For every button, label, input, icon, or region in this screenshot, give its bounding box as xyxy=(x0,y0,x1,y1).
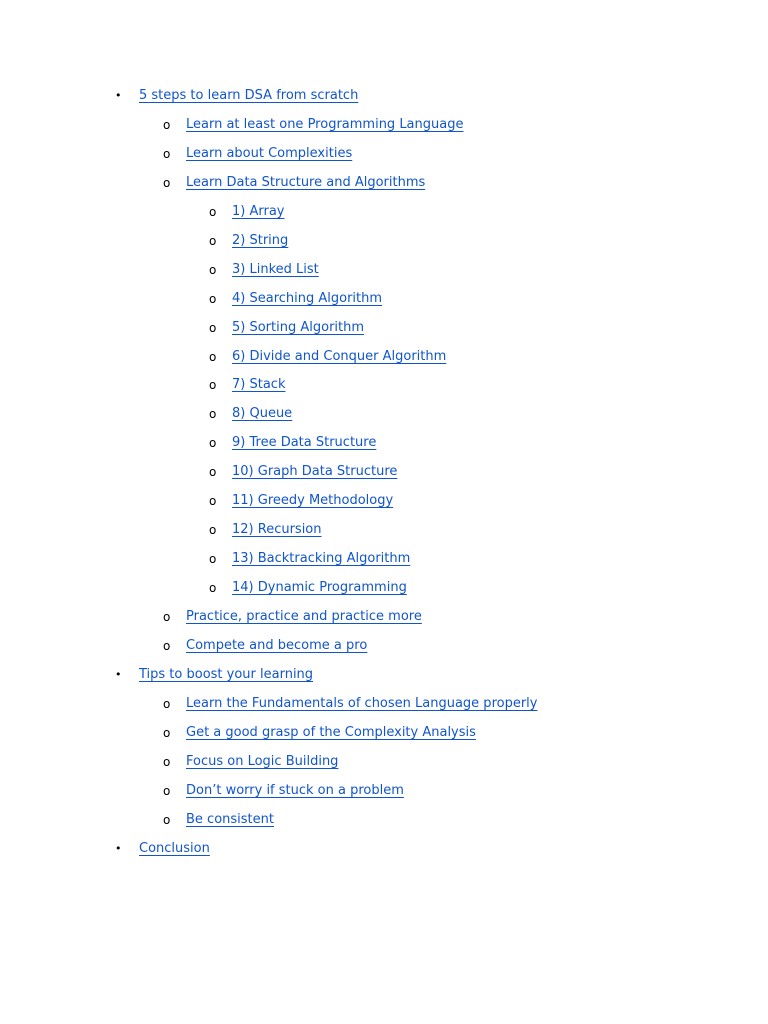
toc-link-stack[interactable]: 7) Stack xyxy=(232,377,286,392)
toc-item xyxy=(163,115,464,135)
toc-section-5-steps xyxy=(115,86,359,106)
toc-link-string[interactable]: 2) String xyxy=(232,233,289,248)
circle-bullet: o xyxy=(209,465,217,479)
circle-bullet: o xyxy=(209,205,217,219)
toc-link-conclusion[interactable]: Conclusion xyxy=(139,841,210,856)
toc-link-logic-building[interactable]: Focus on Logic Building xyxy=(186,754,339,769)
toc-link-complexities[interactable]: Learn about Complexities xyxy=(186,146,353,161)
toc-subitem xyxy=(209,375,286,395)
circle-bullet: o xyxy=(209,581,217,595)
toc-link-recursion[interactable]: 12) Recursion xyxy=(232,522,322,537)
circle-bullet: o xyxy=(163,147,171,161)
circle-bullet: o xyxy=(209,350,217,364)
toc-item xyxy=(163,810,274,830)
toc-link-queue[interactable]: 8) Queue xyxy=(232,406,293,421)
toc-section-conclusion xyxy=(115,839,210,859)
toc-item xyxy=(163,173,426,193)
toc-subitem xyxy=(209,404,293,424)
toc-link-sorting[interactable]: 5) Sorting Algorithm xyxy=(232,320,365,335)
toc-link-divide-conquer[interactable]: 6) Divide and Conquer Algorithm xyxy=(232,349,447,364)
toc-link-greedy[interactable]: 11) Greedy Methodology xyxy=(232,493,394,508)
toc-item xyxy=(163,723,476,743)
toc-link-complexity-analysis[interactable]: Get a good grasp of the Complexity Analysis xyxy=(186,725,476,740)
toc-item xyxy=(163,144,353,164)
toc-subitem xyxy=(209,318,365,338)
toc-link-tips[interactable]: Tips to boost your learning xyxy=(139,667,314,682)
toc-link-programming-language[interactable]: Learn at least one Programming Language xyxy=(186,117,464,132)
toc-link-dynamic-programming[interactable]: 14) Dynamic Programming xyxy=(232,580,407,595)
toc-link-backtracking[interactable]: 13) Backtracking Algorithm xyxy=(232,551,411,566)
circle-bullet: o xyxy=(163,755,171,769)
toc-link-dont-worry[interactable]: Don’t worry if stuck on a problem xyxy=(186,783,404,798)
toc-link-5-steps[interactable]: 5 steps to learn DSA from scratch xyxy=(139,88,359,103)
toc-item xyxy=(163,636,368,656)
toc-item xyxy=(163,752,339,772)
circle-bullet: o xyxy=(209,321,217,335)
toc-item xyxy=(163,607,422,627)
toc-subitem xyxy=(209,520,322,540)
toc-subitem xyxy=(209,202,285,222)
circle-bullet: o xyxy=(209,234,217,248)
toc-link-array[interactable]: 1) Array xyxy=(232,204,285,219)
toc-link-compete[interactable]: Compete and become a pro xyxy=(186,638,368,653)
toc-link-graph[interactable]: 10) Graph Data Structure xyxy=(232,464,398,479)
toc-link-dsa[interactable]: Learn Data Structure and Algorithms xyxy=(186,175,426,190)
toc-subitem xyxy=(209,578,407,598)
circle-bullet: o xyxy=(209,523,217,537)
toc-subitem xyxy=(209,289,383,309)
disc-bullet: • xyxy=(115,89,122,102)
toc-link-be-consistent[interactable]: Be consistent xyxy=(186,812,274,827)
toc-link-searching[interactable]: 4) Searching Algorithm xyxy=(232,291,383,306)
toc-subitem xyxy=(209,462,398,482)
circle-bullet: o xyxy=(209,436,217,450)
toc-link-practice[interactable]: Practice, practice and practice more xyxy=(186,609,422,624)
disc-bullet: • xyxy=(115,842,122,855)
disc-bullet: • xyxy=(115,668,122,681)
toc-item xyxy=(163,781,404,801)
circle-bullet: o xyxy=(209,407,217,421)
circle-bullet: o xyxy=(209,292,217,306)
toc-section-tips xyxy=(115,665,314,685)
circle-bullet: o xyxy=(163,176,171,190)
toc-subitem xyxy=(209,260,319,280)
toc-link-linked-list[interactable]: 3) Linked List xyxy=(232,262,319,277)
toc-item xyxy=(163,694,538,714)
circle-bullet: o xyxy=(163,118,171,132)
toc-subitem xyxy=(209,549,411,569)
circle-bullet: o xyxy=(209,494,217,508)
circle-bullet: o xyxy=(163,610,171,624)
circle-bullet: o xyxy=(209,378,217,392)
toc-link-fundamentals[interactable]: Learn the Fundamentals of chosen Language properly xyxy=(186,696,538,711)
toc-link-tree[interactable]: 9) Tree Data Structure xyxy=(232,435,377,450)
circle-bullet: o xyxy=(163,639,171,653)
toc-subitem xyxy=(209,491,394,511)
circle-bullet: o xyxy=(209,263,217,277)
circle-bullet: o xyxy=(209,552,217,566)
circle-bullet: o xyxy=(163,784,171,798)
circle-bullet: o xyxy=(163,813,171,827)
toc-subitem xyxy=(209,347,447,367)
circle-bullet: o xyxy=(163,726,171,740)
circle-bullet: o xyxy=(163,697,171,711)
toc-subitem xyxy=(209,231,289,251)
toc-subitem xyxy=(209,433,377,453)
